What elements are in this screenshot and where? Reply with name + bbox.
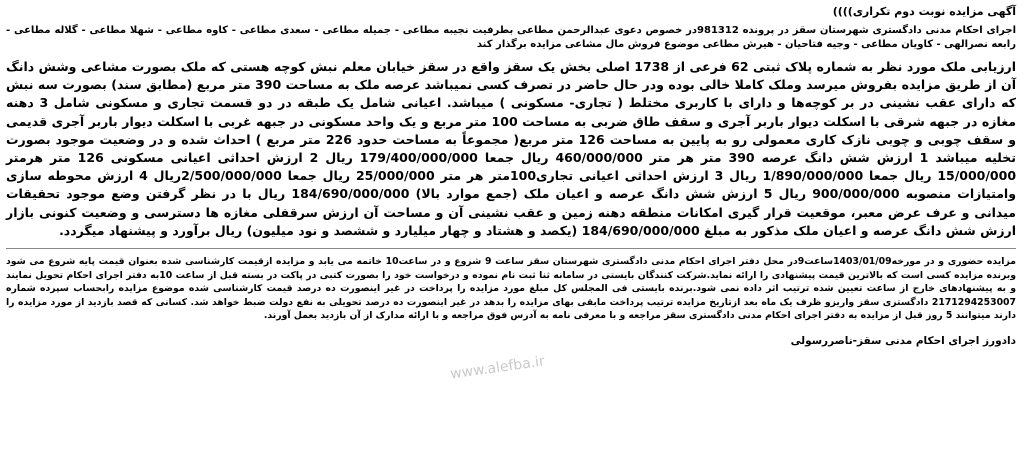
notice-intro: اجرای احکام مدنی دادگستری شهرستان سقز در پرونده 981312در خصوص دعوی عبدالرحمن مطاعی بطرفیت نجیبه مطاعی - جمیله مطاعی - سعدی مطاعی - کاوه مطاعی - شهلا مطاعی - گلاله مطاعی - رابعه نصرالهی - کاویان مطاعی - وجیه فتاحیان - هیرش مطاعی موضوع فروش مال مشاعی مزایده برگذار کند [6, 25, 1017, 50]
section-divider [6, 248, 1016, 249]
signature-line: دادورز اجرای احکام مدنی سقز-ناصررسولی [790, 335, 1016, 347]
property-valuation-text: ارزیابی ملک مورد نظر به شماره پلاک ثبتی 62 فرعی از 1738 اصلی بخش یک سقز واقع در سقز خیابان معلم نبش کوچه هستی که ملک بصورت مشاعی وشش دانگ آن از طریق مزایده بفروش میرسد وملک کاملا خالی بوده ودر حال حاضر در تصرف کسی نمیباشد عرصه ملک به مساحت 390 متر مربع (مطابق سند) بصورت سه نبش که دارای عقب نشینی در بر کوچه‌ها و دارای با کاربری مختلط ( تجاری- مسکونی ) میباشد. اعیانی شامل یک طبقه در دو قسمت تجاری و مسکونی شامل 3 دهنه مغازه در جبهه شرقی با اسکلت دیوار باربر آجری و سقف طاق ضربی به مساحت 100 متر مربع و یک واحد مسکونی در جبهه غربی با اسکلت دیوار باربر آجری قدیمی و سقف چوبی و چوبی نازک کاری معمولی رو به پایین به مساحت 126 متر مربع( مجموعاً به مساحت حدود 226 متر مربع ) احداث شده و در وضعیت موجود بصورت تخلیه میباشد 1 ارزش شش دانگ عرصه 390 متر هر متر 460/000/000 ریال جمعا 179/400/000/000 ریال 2 ارزش احداثی اعیانی مسکونی 126 متر هرمتر 15/000/000 ریال جمعا 1/890/000/000 ریال 3 ارزش احداثی اعیانی تجاری100متر هر متر 25/000/000 ریال جمعا 2/500/000/000ریال 4 ارزش محوطه سازی وامتیازات منصوبه 900/000/000 ریال 5 ارزش شش دانگ عرصه و اعیان ملک (جمع موارد بالا) 184/690/000/000 ریال با در نظر گرفتن وضع موجود تحقیقات میدانی و عرف عرض معبر، موقعیت قرار گیری امکانات منطقه دهنه زمین و عقب نشینی آن و مساحت آن ارزش سرقفلی مغازه ها دسترسی و وضعیت کنونی بازار ارزش شش دانگ عرصه و اعیان ملک مذکور به مبلغ 184/690/000/000 (یکصد و هشتاد و چهار میلیارد و ششصد و نود میلیون) ریال برآورد و پیشنهاد میگردد. [6, 59, 1017, 238]
notice-heading: آگهی مزایده نوبت دوم تکراری)))) [832, 5, 1016, 18]
auction-terms-text: مزایده حضوری و در مورخه1403/01/09ساعت9در محل دفتر اجرای احکام مدنی دادگستری شهرستان سقز ساعت 9 شروع و در ساعت10 خاتمه می یابد و مزایده ازقیمت کارشناسی شده بعنوان قیمت پایه شروع می شود وبرنده مزایده کسی است که بالاترین قیمت پیشنهادی را ارائه نماید.شرکت کنندگان بایستی در سامانه ثنا ثبت نام نموده و درخواست خود را بصورت کتبی در پاکت در بسته قبل از ساعت 10به دفتر اجرای احکام تحویل نمایند و به پیشنهادهای خارج از ساعت تعیین شده ترتیب اثر داده نمی شود.برنده بایستی فی المجلس کل مبلغ مورد مزایده را پرداخت در غیر اینصورت ده درصد قیمت کارشناسی شده موضوع مزایده رابحساب سپرده شماره 2171294253007 دادگستری سقز واریزو ظرف یک ماه بعد ازتاریخ مزایده ترتیب پرداخت مابقی بهای مزایده را بدهد در غیر اینصورت ده درصد تحویلی به نفع دولت ضبط خواهد شد. کسانی که قصد بازدید از مورد مزایده را دارند میتوانند 5 روز قبل از مزایده به دفتر اجرای احکام مدنی دادگستری سقز مراجعه و با معرفی نامه به آدرس فوق مراجعه و با ارائه مدارک از آن بازدید بعمل آورند. [6, 256, 1016, 322]
auction-notice [6, 4, 1016, 461]
watermark-text: www.alefba.ir [449, 353, 546, 383]
